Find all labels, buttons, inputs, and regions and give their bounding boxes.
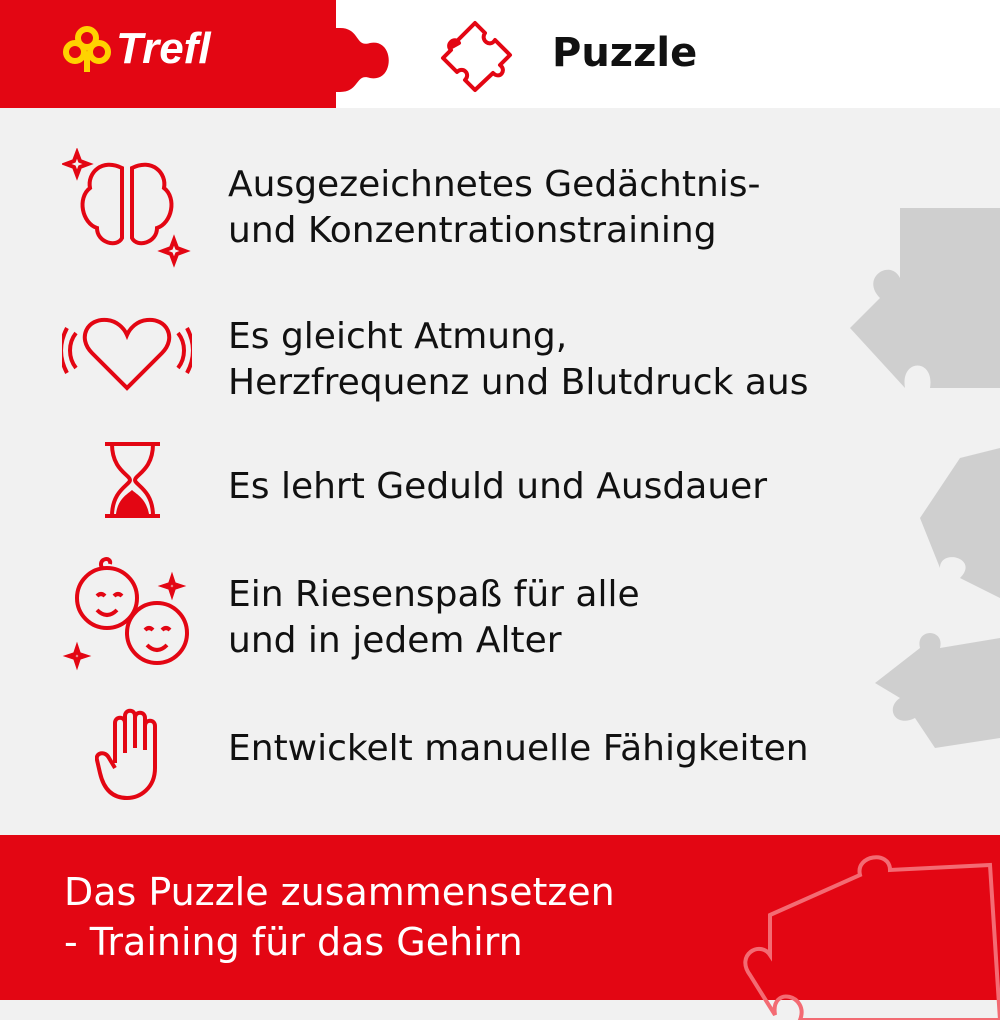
feature-text-line: und in jedem Alter	[228, 620, 562, 661]
puzzle-knob-decoration	[300, 28, 390, 92]
gray-puzzle-piece	[875, 628, 1000, 748]
footer-line: Das Puzzle zusammensetzen	[64, 870, 615, 914]
feature-text-line: Ein Riesenspaß für alle	[228, 574, 640, 615]
feature-text-line: Es lehrt Geduld und Ausdauer	[228, 466, 768, 507]
gray-puzzle-piece	[840, 198, 1000, 398]
feature-text-line: und Konzentrationstraining	[228, 210, 717, 251]
puzzle-outline-decoration	[740, 855, 1000, 1020]
feature-text-line: Entwickelt manuelle Fähigkeiten	[228, 728, 809, 769]
hourglass-icon	[100, 440, 165, 520]
hand-icon	[95, 708, 175, 803]
heart-icon	[62, 308, 192, 398]
clover-icon	[62, 24, 112, 74]
header	[0, 0, 1000, 108]
smiling-faces-icon	[62, 548, 202, 673]
brain-icon	[62, 148, 192, 268]
feature-text-line: Es gleicht Atmung,	[228, 316, 568, 357]
feature-text-line: Ausgezeichnetes Gedächtnis-	[228, 164, 761, 205]
footer-slogan	[64, 867, 615, 967]
page-title: Puzzle	[552, 30, 698, 76]
feature-text-line: Herzfrequenz und Blutdruck aus	[228, 362, 809, 403]
footer-banner	[0, 835, 1000, 1000]
puzzle-piece-icon	[435, 18, 525, 93]
trefl-logo	[62, 24, 211, 74]
footer-line: - Training für das Gehirn	[64, 920, 523, 964]
features-panel	[0, 108, 1000, 835]
gray-puzzle-piece	[920, 448, 1000, 598]
brand-name: Trefl	[116, 24, 211, 73]
